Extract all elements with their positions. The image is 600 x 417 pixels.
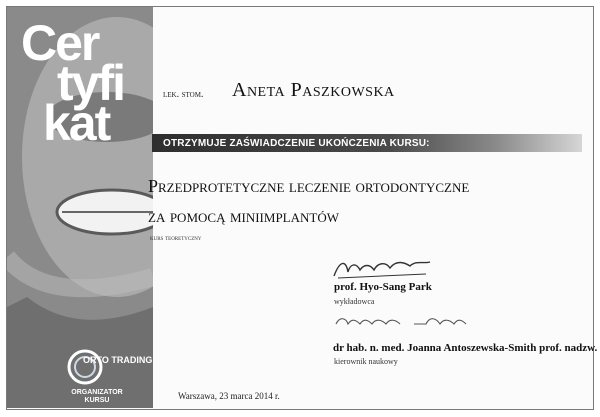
supervisor-name: dr hab. n. med. Joanna Antoszewska-Smith prof. nadzw. bbox=[333, 342, 598, 354]
lecturer-name: prof. Hyo-Sang Park bbox=[334, 281, 432, 293]
completion-banner-text: OTRZYMUJE ZAŚWIADCZENIE UKOŃCZENIA KURSU: bbox=[163, 138, 430, 149]
title-line-1: Cer bbox=[21, 15, 99, 71]
lecturer-role: wykładowca bbox=[334, 297, 375, 306]
title-line-3: kat bbox=[43, 95, 110, 151]
lecturer-signature-icon bbox=[330, 254, 440, 282]
organizer-label: ORGANIZATOR KURSU bbox=[71, 389, 123, 404]
issue-date: Warszawa, 23 marca 2014 r. bbox=[178, 391, 280, 401]
supervisor-role: kierownik naukowy bbox=[334, 357, 398, 366]
certificate-title bbox=[21, 15, 124, 151]
course-title-line-2: za pomocą miniimplantów bbox=[148, 206, 339, 226]
title-line-2: tyfi bbox=[57, 55, 124, 111]
supervisor-signature-icon bbox=[330, 310, 470, 332]
course-title-line-1: Przedprotetyczne leczenie ortodontyczne bbox=[148, 176, 470, 196]
logo-brand: ORTO TRADING bbox=[83, 355, 153, 365]
decorative-photo-panel bbox=[7, 7, 153, 408]
course-type: kurs teoretyczny bbox=[150, 234, 202, 242]
recipient-prefix: lek. stom. bbox=[163, 89, 204, 100]
recipient-name: Aneta Paszkowska bbox=[232, 79, 395, 101]
